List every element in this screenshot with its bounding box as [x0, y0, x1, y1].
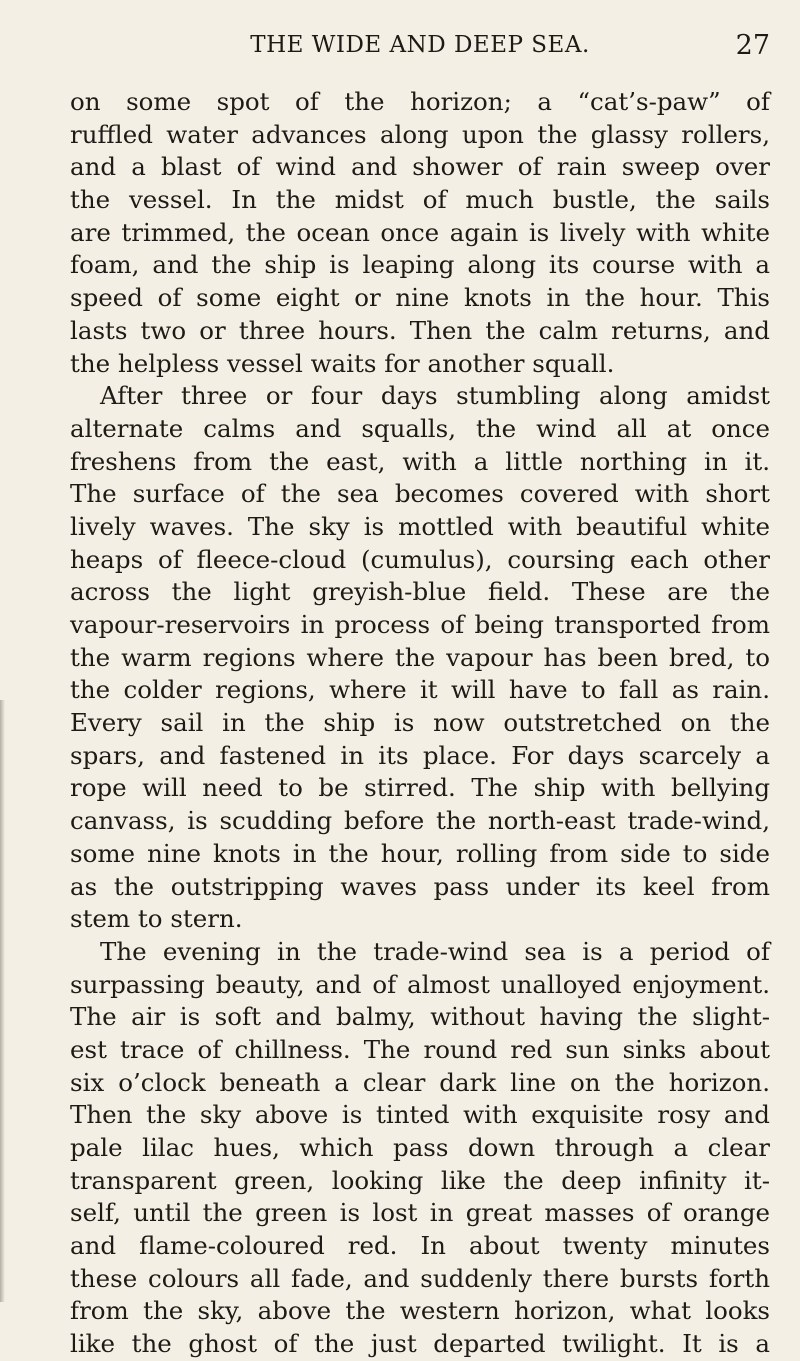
text-line: est trace of chillness. The round red sun sinks about [70, 1034, 770, 1064]
text-line: are trimmed, the ocean once again is lively with white [70, 217, 770, 247]
text-line: lasts two or three hours. Then the calm returns, and [70, 315, 770, 345]
text-line: transparent green, looking like the deep infinity it- [70, 1165, 770, 1195]
text-line: surpassing beauty, and of almost unalloyed enjoyment. [70, 969, 770, 999]
text-line: the warm regions where the vapour has been bred, to [70, 642, 770, 672]
text-line: canvass, is scudding before the north-east trade-wind, [70, 806, 770, 836]
text-line: foam, and the ship is leaping along its course with a [70, 250, 770, 280]
body-text [70, 86, 770, 1361]
text-line: The air is soft and balmy, without having the slight- [70, 1002, 770, 1032]
text-line: from the sky, above the western horizon, what looks [70, 1296, 770, 1326]
text-line: the vessel. In the midst of much bustle, the sails [70, 185, 770, 215]
text-line: six o’clock beneath a clear dark line on the horizon. [70, 1067, 770, 1097]
running-head: THE WIDE AND DEEP SEA. [250, 32, 590, 58]
text-line: rope will need to be stirred. The ship with bellying [70, 773, 770, 803]
text-line: lively waves. The sky is mottled with beautiful white [70, 511, 770, 541]
text-line: speed of some eight or nine knots in the hour. This [70, 283, 770, 313]
text-line: vapour-reservoirs in process of being transported from [70, 610, 770, 639]
text-line: on some spot of the horizon; a “cat’s-paw” of [70, 87, 770, 116]
text-line: Then the sky above is tinted with exquisite rosy and [70, 1100, 770, 1130]
text-line: spars, and fastened in its place. For days scarcely a [70, 740, 770, 770]
page-edge-shadow [0, 700, 5, 1302]
text-line: the helpless vessel waits for another squall. [70, 348, 615, 378]
text-line: and flame-coloured red. In about twenty minutes [70, 1231, 770, 1261]
text-line: heaps of fleece-cloud (cumulus), coursing each other [70, 544, 770, 574]
text-line: and a blast of wind and shower of rain sweep over [70, 152, 770, 182]
page-header [70, 26, 770, 66]
text-line: ruffled water advances along upon the glassy rollers, [70, 119, 770, 149]
text-line: The surface of the sea becomes covered with short [70, 479, 770, 509]
text-line: across the light greyish-blue field. These are the [70, 577, 770, 607]
text-line: freshens from the east, with a little northing in it. [70, 446, 770, 476]
text-line: as the outstripping waves pass under its keel from [70, 871, 770, 901]
text-line: After three or four days stumbling along amidst [100, 381, 770, 411]
text-line: like the ghost of the just departed twilight. It is a [70, 1329, 770, 1359]
text-line: Every sail in the ship is now outstretched on the [70, 708, 770, 738]
text-line: stem to stern. [70, 904, 243, 934]
text-line: these colours all fade, and suddenly there bursts forth [70, 1263, 770, 1293]
text-line: The evening in the trade-wind sea is a period of [100, 936, 770, 966]
page-number: 27 [735, 30, 770, 61]
text-line: the colder regions, where it will have to fall as rain. [70, 675, 770, 705]
text-line: alternate calms and squalls, the wind all at once [70, 413, 770, 443]
text-line: self, until the green is lost in great masses of orange [70, 1198, 770, 1228]
text-line: pale lilac hues, which pass down through a clear [70, 1133, 770, 1162]
text-line: some nine knots in the hour, rolling from side to side [70, 838, 770, 868]
